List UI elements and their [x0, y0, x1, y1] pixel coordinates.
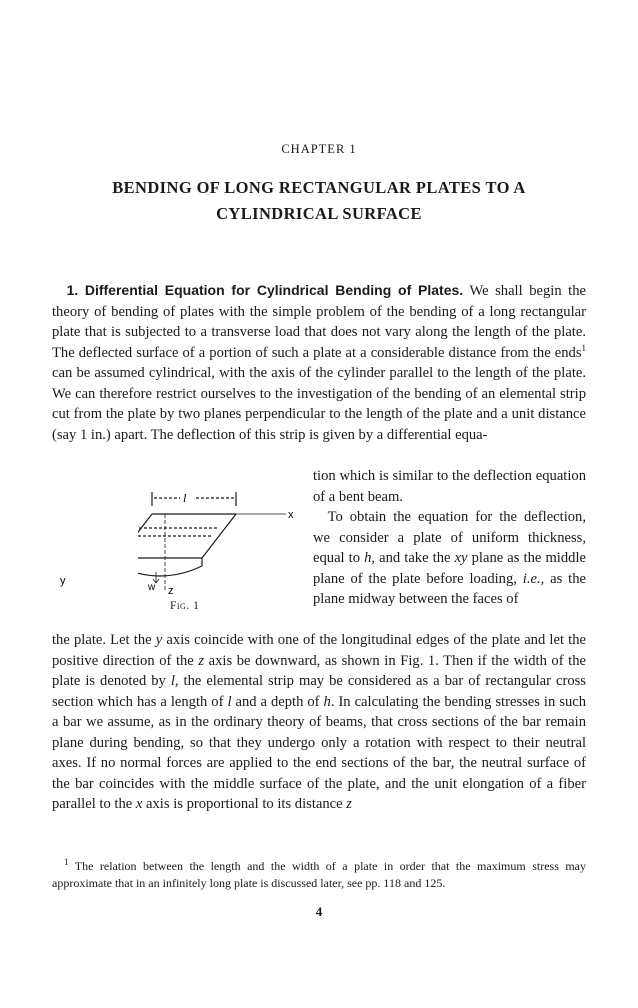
footnote-text: The relation between the length and the width of a plate in order that the maximum stress may approximate that in an infinitely long plate is discussed later, see pp. 118 and 125.: [52, 859, 586, 890]
label-x: x: [288, 509, 294, 521]
var-x: x: [135, 796, 143, 812]
label-z: z: [168, 585, 174, 597]
paragraph-text: We shall begin the theory of bending of plates with the simple problem of the bending of a long rectangular plate that is subjected to a transverse load that does not vary along the length of the plate. The deflected surface of a portion of such a plate at a considerable distance from the ends: [52, 283, 587, 361]
deflected-curve: [138, 566, 202, 576]
full-text-a: the plate. Let the: [52, 632, 152, 648]
chapter-title-line-2: CYLINDRICAL SURFACE: [216, 204, 422, 223]
footnote-mark: 1: [64, 857, 69, 867]
full-text-c: axis be downward, as shown in Fig. 1. Then if the width of the plate is denoted by: [52, 652, 586, 689]
page-number: 4: [315, 904, 323, 919]
full-text-b: axis coincide with one of the longitudinal edges of the plate and let the positive direction of the: [52, 632, 587, 669]
label-l: l: [183, 491, 187, 505]
var-xy: xy: [454, 550, 468, 566]
full-text-g: axis is proportional to its distance: [146, 796, 343, 812]
chapter-title-line-1: BENDING OF LONG RECTANGULAR PLATES TO A: [112, 178, 526, 197]
section-number: 1.: [66, 282, 79, 298]
section-paragraph-2: [52, 630, 586, 815]
chapter-title: [40, 175, 598, 227]
label-w: w: [148, 582, 156, 593]
plate-right-edge: [202, 514, 236, 558]
side-column-text: [313, 466, 586, 610]
abbr-ie: i.e.: [522, 570, 541, 587]
chapter-label: CHAPTER 1: [281, 142, 357, 156]
var-z: z: [198, 652, 205, 669]
side-text-2b: , and take the: [371, 550, 451, 566]
side-text-2a: To obtain the equation for the deflection, we consider a plate of uniform thickness, equal to: [313, 509, 586, 566]
label-y-svg: [60, 570, 80, 590]
side-text-1: tion which is similar to the deflection equation of a bent beam.: [313, 468, 586, 505]
full-text-d: , the elemental strip may be considered as a bar of rectangular cross section which has a length of: [52, 673, 586, 710]
footnote-reference: 1: [581, 342, 586, 353]
section-paragraph-1: [52, 280, 586, 445]
figure-1-plate-diagram: [138, 486, 308, 606]
paragraph-text-cont: can be assumed cylindrical, with the axis of the cylinder parallel to the length of the plate. We can therefore restrict ourselves to the investigation of the bending of an elemental strip cut from the plate by two planes perpendicular to the length of the plate and a unit distance (say 1 in.) apart. The deflection of this strip is given by a differential equa-: [52, 365, 586, 443]
side-text-2c: plane as the middle plane of the plate before loading,: [313, 550, 586, 587]
var-h-2: h: [323, 693, 331, 710]
figure-caption: Fig. 1: [170, 600, 200, 612]
var-z-2: z: [346, 796, 352, 812]
footnote: [52, 858, 586, 892]
full-text-f: . In calculating the bending stresses in such a bar we assume, as in the ordinary theory of beams, that cross sections of the bar remain plane during bending, so that they undergo only a rotation with respect to their neutral axes. If no normal forces are applied to the end sections of the bar, the neutral surface of the bar coincides with the middle surface of the plate, and the unit elongation of a fiber parallel to the: [52, 693, 587, 812]
full-text-e: and a depth of: [235, 693, 320, 710]
var-y: y: [155, 632, 163, 648]
var-h: h: [364, 550, 372, 566]
var-l: l: [170, 673, 175, 689]
side-text-2d: , as the plane midway between the faces of: [313, 570, 586, 607]
var-l-2: l: [227, 693, 232, 710]
label-y: y: [60, 575, 66, 587]
section-heading: Differential Equation for Cylindrical Bending of Plates.: [84, 282, 464, 298]
